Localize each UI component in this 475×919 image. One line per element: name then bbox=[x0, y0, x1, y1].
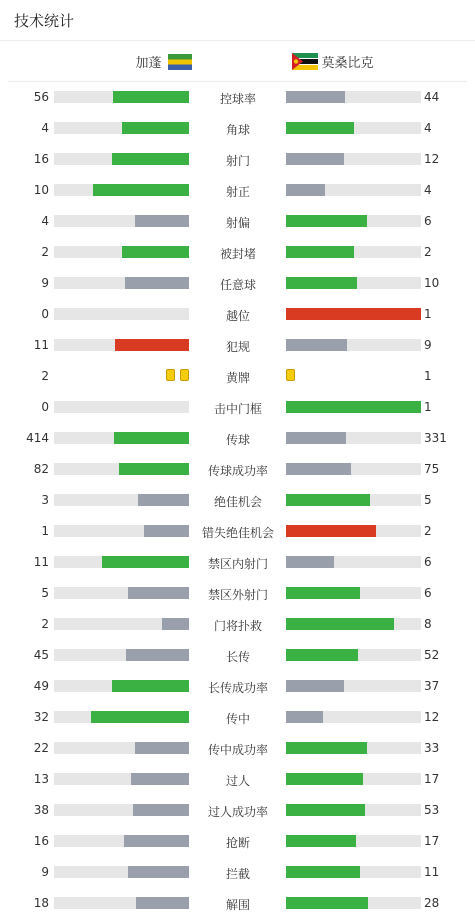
home-stat-value: 11 bbox=[33, 338, 49, 352]
stat-label: 被封堵 bbox=[219, 247, 256, 261]
away-stat-bar bbox=[286, 246, 354, 258]
away-stat-bar bbox=[286, 897, 368, 909]
away-stat-bar bbox=[286, 215, 367, 227]
away-stat-track bbox=[286, 649, 421, 661]
stat-label: 传球 bbox=[225, 433, 250, 447]
home-stat-value: 2 bbox=[41, 369, 49, 383]
stat-label: 绝佳机会 bbox=[213, 495, 262, 509]
stat-row bbox=[0, 888, 475, 919]
away-stat-value: 6 bbox=[424, 214, 432, 228]
away-stat-value: 52 bbox=[424, 648, 440, 662]
away-stat-bar bbox=[286, 649, 358, 661]
away-stat-value: 1 bbox=[424, 400, 432, 414]
away-stat-track bbox=[286, 432, 421, 444]
home-stat-value: 4 bbox=[41, 121, 49, 135]
home-team-name: 加蓬 bbox=[135, 56, 162, 71]
home-stat-track bbox=[54, 587, 189, 599]
home-stat-track bbox=[54, 339, 189, 351]
away-stat-bar bbox=[286, 773, 363, 785]
home-stat-value: 10 bbox=[33, 183, 49, 197]
stat-label: 禁区内射门 bbox=[207, 557, 268, 571]
home-stat-bar bbox=[119, 463, 189, 475]
home-stat-bar bbox=[126, 649, 189, 661]
away-stat-track bbox=[286, 339, 421, 351]
stat-label: 控球率 bbox=[219, 92, 256, 106]
home-stat-bar bbox=[162, 618, 189, 630]
stat-label: 解围 bbox=[225, 898, 250, 912]
yellow-card-icon bbox=[166, 369, 175, 381]
home-stat-value: 16 bbox=[33, 152, 49, 166]
home-stat-track bbox=[54, 649, 189, 661]
away-stat-bar bbox=[286, 866, 360, 878]
away-stat-value: 12 bbox=[424, 710, 440, 724]
stat-label: 犯规 bbox=[225, 340, 250, 354]
home-stat-value: 11 bbox=[33, 555, 49, 569]
home-stat-track bbox=[54, 494, 189, 506]
home-stat-value: 9 bbox=[41, 865, 49, 879]
home-stat-bar bbox=[133, 804, 189, 816]
home-stat-track bbox=[54, 742, 189, 754]
home-yellow-cards bbox=[166, 369, 189, 381]
away-stat-value: 37 bbox=[424, 679, 440, 693]
away-stat-bar bbox=[286, 277, 357, 289]
away-stat-value: 6 bbox=[424, 555, 432, 569]
home-stat-value: 2 bbox=[41, 617, 49, 631]
home-stat-track bbox=[54, 153, 189, 165]
away-stat-value: 9 bbox=[424, 338, 432, 352]
home-stat-value: 49 bbox=[33, 679, 49, 693]
away-stat-value: 44 bbox=[424, 90, 440, 104]
away-stat-track bbox=[286, 525, 421, 537]
stat-row bbox=[0, 640, 475, 671]
home-stat-value: 45 bbox=[33, 648, 49, 662]
home-stat-value: 414 bbox=[26, 431, 49, 445]
home-stat-track bbox=[54, 246, 189, 258]
away-stat-track bbox=[286, 618, 421, 630]
stat-row bbox=[0, 485, 475, 516]
stat-row bbox=[0, 702, 475, 733]
home-stat-value: 38 bbox=[33, 803, 49, 817]
stat-label: 黄牌 bbox=[225, 371, 250, 385]
home-stat-bar bbox=[128, 866, 189, 878]
away-stat-track bbox=[286, 401, 421, 413]
home-stat-track bbox=[54, 711, 189, 723]
away-stat-bar bbox=[286, 91, 345, 103]
home-stat-track bbox=[54, 866, 189, 878]
home-stat-track bbox=[54, 401, 189, 413]
home-stat-value: 0 bbox=[41, 400, 49, 414]
stat-row bbox=[0, 857, 475, 888]
away-stat-track bbox=[286, 866, 421, 878]
home-stat-track bbox=[54, 215, 189, 227]
away-stat-track bbox=[286, 153, 421, 165]
home-stat-track bbox=[54, 463, 189, 475]
home-stat-bar bbox=[91, 711, 189, 723]
stat-row bbox=[0, 113, 475, 144]
stat-label: 禁区外射门 bbox=[207, 588, 268, 602]
away-stat-track bbox=[286, 494, 421, 506]
stat-row bbox=[0, 578, 475, 609]
home-stat-track bbox=[54, 91, 189, 103]
stat-label: 射门 bbox=[225, 154, 250, 168]
stat-label: 传中成功率 bbox=[207, 743, 268, 757]
stat-row bbox=[0, 144, 475, 175]
stat-label: 长传 bbox=[225, 650, 250, 664]
stats-header bbox=[0, 0, 475, 41]
home-stat-track bbox=[54, 897, 189, 909]
away-stat-value: 4 bbox=[424, 121, 432, 135]
stat-label: 拦截 bbox=[225, 867, 250, 881]
stat-label: 角球 bbox=[225, 123, 250, 137]
stat-label: 抢断 bbox=[225, 836, 250, 850]
stat-row bbox=[0, 268, 475, 299]
stat-row bbox=[0, 516, 475, 547]
away-stat-track bbox=[286, 804, 421, 816]
home-stat-track bbox=[54, 680, 189, 692]
stat-row bbox=[0, 330, 475, 361]
home-stat-value: 5 bbox=[41, 586, 49, 600]
stat-row bbox=[0, 175, 475, 206]
away-stat-value: 10 bbox=[424, 276, 440, 290]
away-stat-value: 33 bbox=[424, 741, 440, 755]
stat-label: 门将扑救 bbox=[213, 619, 262, 633]
stat-label: 传球成功率 bbox=[207, 464, 268, 478]
home-stat-value: 56 bbox=[33, 90, 49, 104]
home-stat-value: 22 bbox=[33, 741, 49, 755]
gabon-flag-icon bbox=[168, 54, 192, 70]
away-stat-value: 17 bbox=[424, 834, 440, 848]
away-stat-bar bbox=[286, 153, 344, 165]
stat-label: 错失绝佳机会 bbox=[201, 526, 274, 540]
away-stat-track bbox=[286, 184, 421, 196]
away-stat-track bbox=[286, 91, 421, 103]
home-stat-value: 16 bbox=[33, 834, 49, 848]
stat-label: 任意球 bbox=[219, 278, 256, 292]
away-stat-bar bbox=[286, 804, 365, 816]
away-stat-bar bbox=[286, 618, 394, 630]
away-stat-bar bbox=[286, 432, 346, 444]
away-stat-value: 6 bbox=[424, 586, 432, 600]
stat-row bbox=[0, 82, 475, 113]
away-stat-bar bbox=[286, 742, 367, 754]
stat-row bbox=[0, 764, 475, 795]
away-stat-value: 4 bbox=[424, 183, 432, 197]
away-stat-track bbox=[286, 215, 421, 227]
stat-row bbox=[0, 299, 475, 330]
home-stat-track bbox=[54, 835, 189, 847]
stat-label: 传中 bbox=[225, 712, 250, 726]
stat-label: 过人成功率 bbox=[207, 805, 268, 819]
away-stat-value: 2 bbox=[424, 245, 432, 259]
home-stat-bar bbox=[113, 91, 189, 103]
home-team bbox=[135, 52, 191, 71]
home-stat-value: 9 bbox=[41, 276, 49, 290]
stat-row bbox=[0, 547, 475, 578]
teams-row bbox=[8, 41, 467, 82]
home-stat-track bbox=[54, 556, 189, 568]
away-stat-value: 2 bbox=[424, 524, 432, 538]
home-stat-bar bbox=[144, 525, 189, 537]
away-stat-value: 75 bbox=[424, 462, 440, 476]
away-stat-bar bbox=[286, 122, 354, 134]
away-stat-bar bbox=[286, 525, 376, 537]
away-stat-bar bbox=[286, 835, 356, 847]
away-stat-track bbox=[286, 556, 421, 568]
stat-row bbox=[0, 423, 475, 454]
away-yellow-cards bbox=[286, 369, 295, 381]
away-stat-value: 1 bbox=[424, 369, 432, 383]
home-stat-track bbox=[54, 277, 189, 289]
home-stat-track bbox=[54, 184, 189, 196]
away-team-name: 莫桑比克 bbox=[321, 56, 374, 71]
stat-row bbox=[0, 795, 475, 826]
away-stat-value: 11 bbox=[424, 865, 440, 879]
away-stat-track bbox=[286, 122, 421, 134]
away-stat-track bbox=[286, 897, 421, 909]
home-stat-bar bbox=[135, 742, 189, 754]
away-stat-track bbox=[286, 773, 421, 785]
home-stat-bar bbox=[124, 835, 189, 847]
home-stat-track bbox=[54, 525, 189, 537]
stats-list bbox=[0, 82, 475, 919]
away-stat-track bbox=[286, 308, 421, 320]
home-stat-track bbox=[54, 432, 189, 444]
home-stat-value: 2 bbox=[41, 245, 49, 259]
home-stat-track bbox=[54, 804, 189, 816]
stat-label: 射偏 bbox=[225, 216, 250, 230]
away-stat-bar bbox=[286, 711, 323, 723]
away-stat-value: 331 bbox=[424, 431, 447, 445]
stat-row bbox=[0, 454, 475, 485]
home-stat-bar bbox=[125, 277, 189, 289]
home-stat-bar bbox=[102, 556, 189, 568]
home-stat-track bbox=[54, 618, 189, 630]
away-stat-track bbox=[286, 277, 421, 289]
home-stat-bar bbox=[112, 680, 189, 692]
stat-row bbox=[0, 671, 475, 702]
home-stat-value: 3 bbox=[41, 493, 49, 507]
stat-row bbox=[0, 361, 475, 392]
away-stat-bar bbox=[286, 401, 421, 413]
stat-row bbox=[0, 392, 475, 423]
page-title: 技术统计 bbox=[14, 12, 75, 30]
away-stat-value: 8 bbox=[424, 617, 432, 631]
away-stat-bar bbox=[286, 494, 370, 506]
home-stat-value: 0 bbox=[41, 307, 49, 321]
yellow-card-icon bbox=[286, 369, 295, 381]
home-stat-bar bbox=[136, 897, 189, 909]
stat-label: 越位 bbox=[225, 309, 250, 323]
away-stat-bar bbox=[286, 308, 421, 320]
stat-row bbox=[0, 826, 475, 857]
away-stat-track bbox=[286, 680, 421, 692]
stat-row bbox=[0, 206, 475, 237]
away-stat-value: 28 bbox=[424, 896, 440, 910]
away-team bbox=[292, 52, 374, 71]
home-stat-bar bbox=[112, 153, 189, 165]
away-stat-bar bbox=[286, 184, 325, 196]
home-stat-value: 18 bbox=[33, 896, 49, 910]
away-stat-track bbox=[286, 742, 421, 754]
home-stat-value: 13 bbox=[33, 772, 49, 786]
away-stat-value: 53 bbox=[424, 803, 440, 817]
stat-label: 过人 bbox=[225, 774, 250, 788]
away-stat-track bbox=[286, 711, 421, 723]
away-stat-bar bbox=[286, 556, 334, 568]
away-stat-track bbox=[286, 246, 421, 258]
home-stat-bar bbox=[115, 339, 189, 351]
home-stat-value: 32 bbox=[33, 710, 49, 724]
home-stat-track bbox=[54, 308, 189, 320]
home-stat-bar bbox=[128, 587, 189, 599]
away-stat-track bbox=[286, 835, 421, 847]
home-stat-bar bbox=[122, 122, 190, 134]
away-stat-track bbox=[286, 463, 421, 475]
home-stat-value: 82 bbox=[33, 462, 49, 476]
away-stat-bar bbox=[286, 587, 360, 599]
away-stat-value: 1 bbox=[424, 307, 432, 321]
yellow-card-icon bbox=[180, 369, 189, 381]
home-stat-value: 1 bbox=[41, 524, 49, 538]
away-stat-bar bbox=[286, 339, 347, 351]
stat-label: 射正 bbox=[225, 185, 250, 199]
stat-row bbox=[0, 237, 475, 268]
away-stat-track bbox=[286, 587, 421, 599]
home-stat-bar bbox=[114, 432, 189, 444]
mozambique-flag-icon bbox=[292, 53, 318, 70]
home-stat-bar bbox=[122, 246, 190, 258]
away-stat-value: 5 bbox=[424, 493, 432, 507]
away-stat-value: 12 bbox=[424, 152, 440, 166]
away-stat-value: 17 bbox=[424, 772, 440, 786]
home-stat-bar bbox=[135, 215, 189, 227]
away-stat-bar bbox=[286, 463, 351, 475]
away-stat-bar bbox=[286, 680, 344, 692]
stat-label: 长传成功率 bbox=[207, 681, 268, 695]
stat-row bbox=[0, 733, 475, 764]
home-stat-track bbox=[54, 122, 189, 134]
home-stat-value: 4 bbox=[41, 214, 49, 228]
home-stat-bar bbox=[131, 773, 189, 785]
home-stat-bar bbox=[93, 184, 189, 196]
home-stat-bar bbox=[138, 494, 189, 506]
stat-row bbox=[0, 609, 475, 640]
home-stat-track bbox=[54, 773, 189, 785]
stat-label: 击中门框 bbox=[213, 402, 262, 416]
